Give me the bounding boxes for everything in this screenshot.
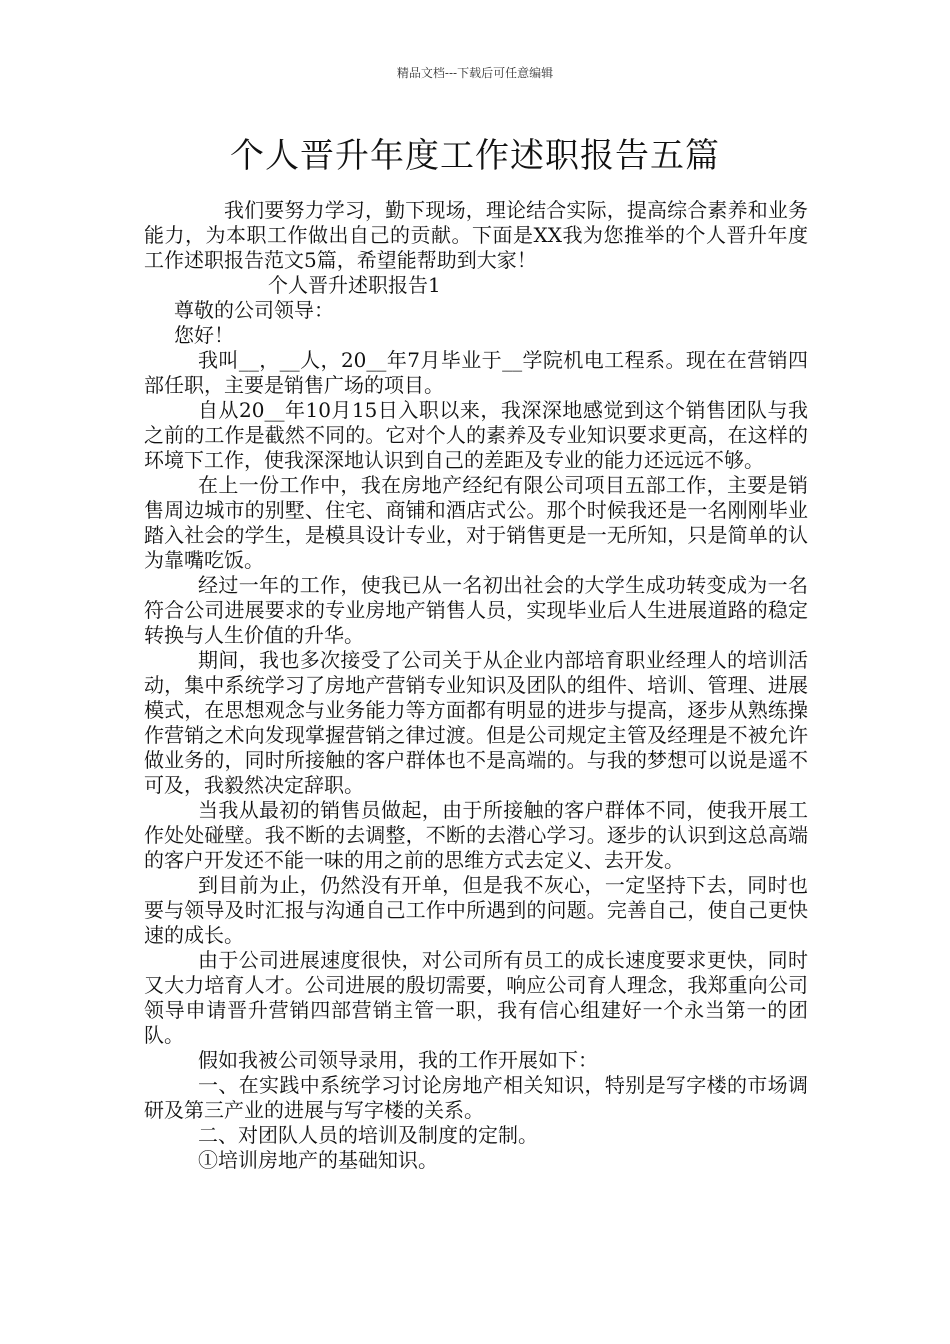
salutation: 尊敬的公司领导： — [174, 298, 334, 322]
body-paragraph: 在上一份工作中，我在房地产经纪有限公司项目五部工作，主要是销售周边城市的别墅、住宅、商铺和酒店式公。那个时候我还是一名刚刚毕业踏入社会的学生，是模具设计专业，对于销售更是一无所知，只是简单的认为靠嘴吃饭。 — [144, 473, 808, 572]
intro-paragraph: 我们要努力学习，勤下现场，理论结合实际，提高综合素养和业务能力，为本职工作做出自己的贡献。下面是XX我为您推举的个人晋升年度工作述职报告范文5篇，希望能帮助到大家！ — [144, 198, 808, 272]
body-paragraph: 到目前为止，仍然没有开单，但是我不灰心，一定坚持下去，同时也要与领导及时汇报与沟通自己工作中所遇到的问题。完善自己，使自己更快速的成长。 — [144, 873, 808, 947]
header-note: 精品文档---下载后可任意编辑 — [396, 66, 554, 80]
body-paragraph: 期间，我也多次接受了公司关于从企业内部培育职业经理人的培训活动，集中系统学习了房地产营销专业知识及团队的组件、培训、管理、进展模式，在思想观念与业务能力等方面都有明显的进步与提高，逐步从熟练操作营销之术向发现掌握营销之律过渡。但是公司规定主管及经理是不被允许做业务的，同时所接触的客户群体也不是高端的。与我的梦想可以说是遥不可及，我毅然决定辞职。 — [144, 648, 808, 797]
greeting: 您好！ — [174, 323, 234, 347]
body-paragraph: 由于公司进展速度很快，对公司所有员工的成长速度要求更快，同时又大力培育人才。公司进展的殷切需要，响应公司育人理念，我郑重向公司领导申请晋升营销四部营销主管一职，我有信心组建好一个永当第一的团队。 — [144, 948, 808, 1047]
section-heading: 个人晋升述职报告1 — [268, 273, 441, 297]
body-paragraph: 我叫__，__人，20__年7月毕业于__学院机电工程系。现在在营销四部任职，主要是销售广场的项目。 — [144, 348, 808, 397]
body-paragraph: 假如我被公司领导录用，我的工作开展如下： — [198, 1048, 598, 1072]
document-body — [144, 198, 808, 1173]
body-paragraph: 当我从最初的销售员做起，由于所接触的客户群体不同，使我开展工作处处碰壁。我不断的去调整，不断的去潜心学习。逐步的认识到这总高端的客户开发还不能一味的用之前的思维方式去定义、去开发。 — [144, 798, 808, 872]
list-item: 二、对团队人员的培训及制度的定制。 — [198, 1123, 538, 1147]
body-paragraph: 自从20__年10月15日入职以来，我深深地感觉到这个销售团队与我之前的工作是截然不同的。它对个人的素养及专业知识要求更高，在这样的环境下工作，使我深深地认识到自己的差距及专业的能力还远远不够。 — [144, 398, 808, 472]
document-title: 个人晋升年度工作述职报告五篇 — [230, 136, 720, 176]
list-item: 一、在实践中系统学习讨论房地产相关知识，特别是写字楼的市场调研及第三产业的进展与写字楼的关系。 — [144, 1073, 808, 1122]
list-item: ①培训房地产的基础知识。 — [198, 1148, 438, 1172]
body-paragraph: 经过一年的工作，使我已从一名初出社会的大学生成功转变成为一名符合公司进展要求的专业房地产销售人员，实现毕业后人生进展道路的稳定转换与人生价值的升华。 — [144, 573, 808, 647]
